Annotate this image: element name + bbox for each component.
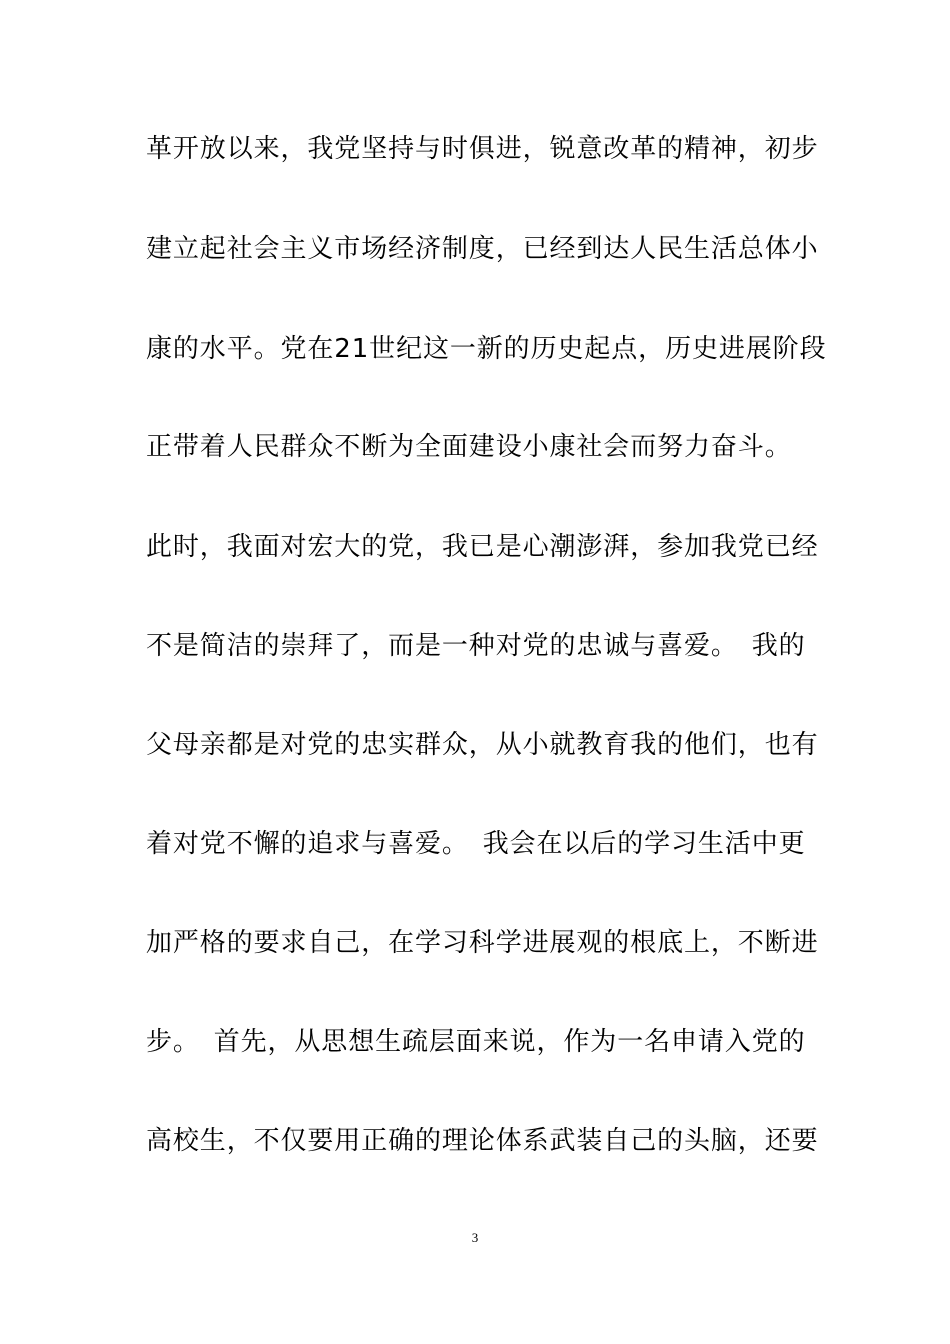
page-number: 3 (471, 1230, 479, 1245)
text-line-8: 着对党不懈的追求与喜爱。 我会在以后的学习生活中更 (146, 829, 806, 859)
text-line-5: 此时，我面对宏大的党，我已是心潮澎湃，参加我党已经 (146, 532, 819, 562)
text-line-4: 正带着人民群众不断为全面建设小康社会而努力奋斗。 (146, 432, 792, 462)
text-line-3: 康的水平。党在21世纪这一新的历史起点，历史进展阶段 (146, 334, 827, 364)
text-line-11: 高校生，不仅要用正确的理论体系武装自己的头脑，还要 (146, 1126, 819, 1156)
text-line-10: 步。 首先，从思想生疏层面来说，作为一名申请入党的 (146, 1027, 806, 1057)
text-line-6: 不是简洁的崇拜了，而是一种对党的忠诚与喜爱。 我的 (146, 631, 806, 661)
text-line-7: 父母亲都是对党的忠实群众，从小就教育我的他们，也有 (146, 730, 819, 760)
text-line-9: 加严格的要求自己，在学习科学进展观的根底上，不断进 (146, 928, 819, 958)
text-line-2: 建立起社会主义市场经济制度，已经到达人民生活总体小 (146, 234, 819, 264)
text-line-1: 革开放以来，我党坚持与时俱进，锐意改革的精神，初步 (146, 134, 819, 164)
